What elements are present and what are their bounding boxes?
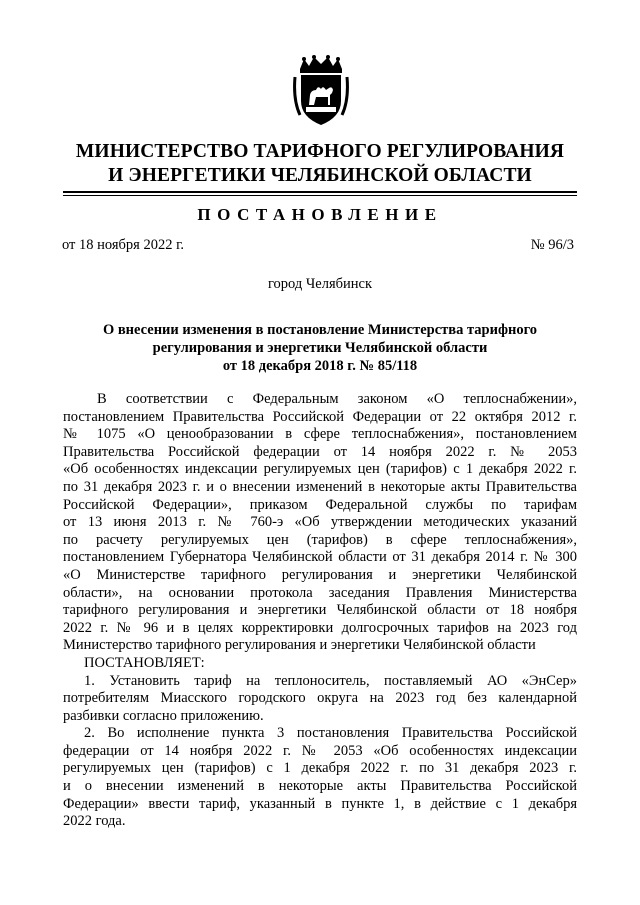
preamble-paragraph: [63, 391, 577, 655]
text-line: разбивки согласно приложению.: [63, 707, 264, 724]
document-subject: [60, 321, 580, 375]
document-type-title: ПОСТАНОВЛЕНИЕ: [197, 205, 443, 224]
organization-name-line1: МИНИСТЕРСТВО ТАРИФНОГО РЕГУЛИРОВАНИЯ: [75, 141, 565, 162]
subject-line: от 18 декабря 2018 г. № 85/118: [222, 358, 418, 374]
text-line: тарифного регулирования и энергетики Челябинской области от 18 ноября: [63, 602, 577, 619]
organization-name-line2: И ЭНЕРГЕТИКИ ЧЕЛЯБИНСКОЙ ОБЛАСТИ: [108, 165, 532, 186]
item-1-paragraph: [63, 673, 577, 726]
decree-word: ПОСТАНОВЛЯЕТ:: [84, 654, 205, 671]
text-line: постановлением Правительства Российской Федерации от 22 октября 2012 г.: [63, 408, 577, 425]
text-line: постановлением Губернатора Челябинской области от 31 декабря 2014 г. № 300: [63, 549, 577, 566]
text-line: Правительства Российской федерации от 14 ноября 2022 г. № 2053: [63, 443, 577, 460]
text-line: «О Министерстве тарифного регулирования и энергетики Челябинской: [63, 566, 577, 583]
header-divider-thin: [63, 195, 577, 196]
text-line: В соответствии с Федеральным законом «О теплоснабжении»,: [97, 391, 577, 407]
text-line: области», на основании протокола заседания Правления Министерства: [63, 584, 577, 601]
text-line: федерации от 14 ноября 2022 г. № 2053 «Об особенностях индексации: [63, 742, 577, 759]
text-line: 2022 г. № 96 и в целях корректировки долгосрочных тарифов на 2023 год: [63, 619, 577, 636]
document-city: город Челябинск: [267, 276, 373, 292]
text-line: по 31 декабря 2023 г. и о внесении изменений в некоторые акты Правительства: [63, 478, 577, 495]
text-line: Министерство тарифного регулирования и энергетики Челябинской области: [63, 637, 536, 654]
text-line: 2. Во исполнение пункта 3 постановления Правительства Российской: [84, 725, 577, 742]
chelyabinsk-coat-of-arms-icon: [292, 55, 350, 127]
subject-line: О внесении изменения в постановление Министерства тарифного: [102, 322, 538, 338]
text-line: 1. Установить тариф на теплоноситель, поставляемый АО «ЭнСер»: [84, 672, 577, 689]
text-line: от 13 июня 2013 г. № 760-э «Об утверждении методических указаний: [63, 514, 577, 531]
text-line: «Об особенностях индексации регулируемых цен (тарифов) с 1 декабря 2022 г.: [63, 461, 577, 478]
text-line: и о внесении изменений в некоторые акты Правительства Российской: [63, 778, 577, 795]
document-number: № 96/3: [530, 237, 574, 253]
text-line: потребителям Миасского городского округа на 2023 год без календарной: [63, 690, 577, 707]
text-line: по расчету регулируемых цен (тарифов) в сфере теплоснабжения»,: [63, 531, 577, 548]
text-line: 2022 года.: [63, 813, 126, 830]
organization-name: [60, 140, 580, 188]
text-line: Федерации» ввести тариф, указанный в пункте 1, в действие с 1 декабря: [63, 795, 577, 812]
item-2-paragraph: [63, 725, 577, 831]
document-date: от 18 ноября 2022 г.: [62, 237, 185, 253]
text-line: Российской Федерации», приказом Федеральной службы по тарифам: [63, 496, 577, 513]
text-line: № 1075 «О ценообразовании в сфере теплоснабжения», постановлением: [63, 426, 577, 443]
text-line: регулируемых цен (тарифов) с 1 декабря 2022 г. по 31 декабря 2023 г.: [63, 760, 577, 777]
header-divider-thick: [63, 191, 577, 193]
document-body: [63, 391, 577, 831]
subject-line: регулирования и энергетики Челябинской области: [152, 340, 488, 356]
